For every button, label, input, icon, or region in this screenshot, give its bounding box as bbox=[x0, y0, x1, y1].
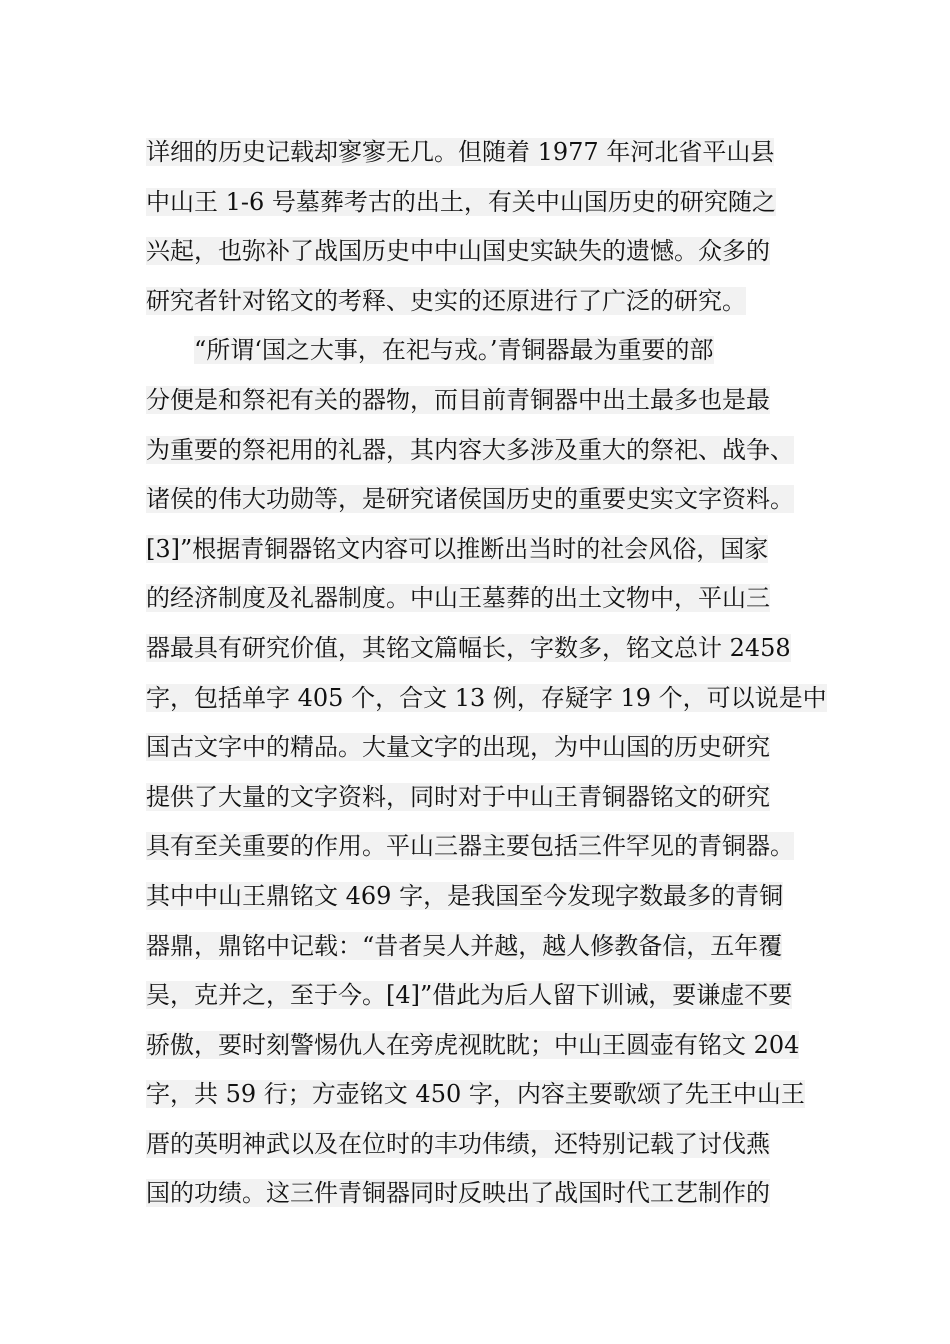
text-line-content: 国古文字中的精品。大量文字的出现，为中山国的历史研究 bbox=[146, 733, 770, 762]
text-line-content: 厝的英明神武以及在位时的丰功伟绩，还特别记载了讨伐燕 bbox=[146, 1129, 770, 1158]
text-line-content: 字，包括单字 405 个，合文 13 例，存疑字 19 个，可以说是中 bbox=[146, 683, 827, 712]
text-line-indented bbox=[146, 326, 836, 376]
text-line bbox=[146, 624, 836, 674]
text-line-content: 详细的历史记载却寥寥无几。但随着 1977 年河北省平山县 bbox=[146, 138, 775, 166]
text-line-content: 器鼎，鼎铭中记载：“昔者吴人并越，越人修教备信，五年覆 bbox=[146, 931, 783, 960]
text-line-content: 其中中山王鼎铭文 469 字，是我国至今发现字数最多的青铜 bbox=[146, 881, 784, 910]
text-line bbox=[146, 574, 836, 624]
text-line bbox=[146, 178, 836, 228]
text-line-content: 中山王 1-6 号墓葬考古的出土，有关中山国历史的研究随之 bbox=[146, 187, 776, 216]
text-line-content: “所谓‘国之大事，在祀与戎。’青铜器最为重要的部 bbox=[194, 336, 714, 365]
text-line-content: 兴起，也弥补了战国历史中中山国史实缺失的遗憾。众多的 bbox=[146, 237, 770, 266]
text-line bbox=[146, 773, 836, 823]
text-line bbox=[146, 525, 836, 575]
text-line-content: 具有至关重要的作用。平山三器主要包括三件罕见的青铜器。 bbox=[146, 832, 794, 861]
text-line bbox=[146, 128, 836, 178]
text-line-content: 吴，克并之，至于今。[4]”借此为后人留下训诫，要谦虚不要 bbox=[146, 981, 793, 1010]
text-line bbox=[146, 872, 836, 922]
text-line bbox=[146, 1120, 836, 1170]
text-line bbox=[146, 227, 836, 277]
text-line bbox=[146, 822, 836, 872]
text-line-content: 为重要的祭祀用的礼器，其内容大多涉及重大的祭祀、战争、 bbox=[146, 435, 794, 464]
text-line-content: 器最具有研究价值，其铭文篇幅长，字数多，铭文总计 2458 bbox=[146, 633, 791, 662]
text-line-content: [3]”根据青铜器铭文内容可以推断出当时的社会风俗，国家 bbox=[146, 534, 769, 563]
body-text bbox=[146, 128, 836, 1219]
text-line bbox=[146, 426, 836, 476]
text-line bbox=[146, 723, 836, 773]
text-line-content: 分便是和祭祀有关的器物，而目前青铜器中出土最多也是最 bbox=[146, 385, 770, 414]
text-line-content: 提供了大量的文字资料，同时对于中山王青铜器铭文的研究 bbox=[146, 782, 770, 811]
text-line bbox=[146, 971, 836, 1021]
text-line bbox=[146, 475, 836, 525]
text-line-content: 诸侯的伟大功勋等，是研究诸侯国历史的重要史实文字资料。 bbox=[146, 485, 794, 514]
text-line bbox=[146, 1021, 836, 1071]
text-line bbox=[146, 277, 836, 327]
text-line-content: 国的功绩。这三件青铜器同时反映出了战国时代工艺制作的 bbox=[146, 1179, 770, 1208]
text-line-content: 字，共 59 行；方壶铭文 450 字，内容主要歌颂了先王中山王 bbox=[146, 1080, 805, 1109]
text-line bbox=[146, 376, 836, 426]
text-line bbox=[146, 1169, 836, 1219]
text-line bbox=[146, 674, 836, 724]
text-line bbox=[146, 1070, 836, 1120]
text-line bbox=[146, 922, 836, 972]
text-line-content: 的经济制度及礼器制度。中山王墓葬的出土文物中，平山三 bbox=[146, 584, 770, 613]
text-line-content: 研究者针对铭文的考释、史实的还原进行了广泛的研究。 bbox=[146, 286, 746, 315]
text-line-content: 骄傲，要时刻警惕仇人在旁虎视眈眈；中山王圆壶有铭文 204 bbox=[146, 1030, 800, 1059]
